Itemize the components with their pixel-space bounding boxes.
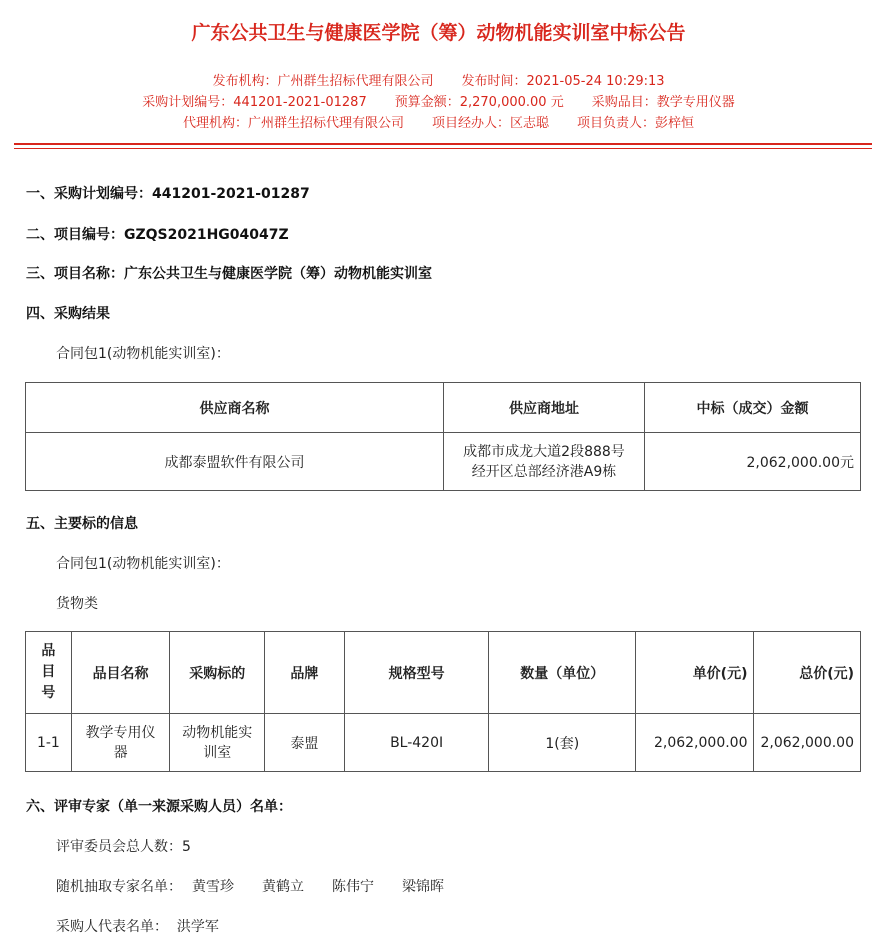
header-char: 品 (41, 643, 56, 659)
meta-line-2 (0, 95, 877, 111)
meta-line-1 (0, 74, 877, 90)
header-char: 目 (41, 664, 56, 680)
section-result: 四、采购结果 (26, 306, 110, 322)
page-title: 广东公共卫生与健康医学院（筹）动物机能实训室中标公告 (191, 22, 686, 44)
header-brand: 品牌 (265, 632, 345, 714)
header-model: 规格型号 (344, 632, 489, 714)
expert-list-label: 随机抽取专家名单： (56, 879, 182, 895)
item-target (170, 714, 265, 772)
category: 采购品目：教学专用仪器 (591, 95, 735, 110)
result-table (25, 382, 861, 491)
section-project-name: 三、项目名称：广东公共卫生与健康医学院（筹）动物机能实训室 (26, 266, 432, 282)
goods-label: 货物类 (56, 596, 98, 612)
header-item-name: 品目名称 (71, 632, 170, 714)
header-amount: 中标（成交）金额 (645, 383, 861, 433)
table-row (26, 433, 861, 491)
item-total: 2,062,000.00 (754, 714, 861, 772)
expert-name: 梁锦晖 (402, 879, 444, 895)
plan-number: 采购计划编号：441201-2021-01287 (142, 95, 367, 110)
item-no: 1-1 (26, 714, 72, 772)
item-model: BL-420I (344, 714, 489, 772)
leader: 项目负责人：彭梓恒 (577, 116, 695, 131)
header-char: 号 (41, 685, 56, 701)
header-supplier-name: 供应商名称 (26, 383, 444, 433)
manager: 项目经办人：区志聪 (431, 116, 549, 131)
section-project-number: 二、项目编号：GZQS2021HG04047Z (26, 227, 289, 243)
item-target-line: 动物机能实 (182, 724, 253, 741)
publisher: 发布机构：广州群生招标代理有限公司 (212, 74, 434, 89)
budget: 预算金额：2,270,000.00 元 (394, 95, 564, 110)
award-amount: 2,062,000.00元 (645, 433, 861, 491)
header-quantity: 数量（单位） (489, 632, 636, 714)
item-name-line: 器 (113, 744, 128, 761)
expert-count: 评审委员会总人数：5 (56, 839, 191, 855)
section-plan-number: 一、采购计划编号：441201-2021-01287 (26, 186, 310, 202)
package-label: 合同包1(动物机能实训室)： (56, 346, 230, 362)
table-row (26, 714, 861, 772)
meta-line-3 (0, 116, 877, 132)
section-items: 五、主要标的信息 (26, 516, 138, 532)
item-name (71, 714, 170, 772)
expert-name: 陈伟宁 (332, 879, 374, 895)
section-experts: 六、评审专家（单一来源采购人员）名单： (26, 799, 292, 815)
agency: 代理机构：广州群生招标代理有限公司 (182, 116, 404, 131)
supplier-address (444, 433, 645, 491)
header-supplier-address: 供应商地址 (444, 383, 645, 433)
address-line: 成都市成龙大道2段888号 (463, 443, 625, 460)
expert-list (56, 876, 472, 896)
purchaser-rep: 采购人代表名单： 洪学军 (56, 919, 219, 935)
item-unit-price: 2,062,000.00 (636, 714, 754, 772)
divider-thick (14, 143, 872, 145)
item-name-line: 教学专用仪 (85, 724, 156, 741)
header-total: 总价(元) (754, 632, 861, 714)
header-unit-price: 单价(元) (636, 632, 754, 714)
header-target: 采购标的 (170, 632, 265, 714)
divider-thin (14, 148, 872, 149)
publish-time: 发布时间：2021-05-24 10:29:13 (461, 74, 665, 89)
supplier-name: 成都泰盟软件有限公司 (26, 433, 444, 491)
item-brand: 泰盟 (265, 714, 345, 772)
expert-name: 黄鹤立 (262, 879, 304, 895)
package-label: 合同包1(动物机能实训室)： (56, 556, 230, 572)
item-target-line: 训室 (203, 744, 232, 761)
expert-name: 黄雪珍 (192, 879, 234, 895)
header-item-no (26, 632, 72, 714)
address-line: 经开区总部经济港A9栋 (471, 463, 617, 480)
item-quantity: 1(套) (489, 714, 636, 772)
item-table (25, 631, 861, 772)
